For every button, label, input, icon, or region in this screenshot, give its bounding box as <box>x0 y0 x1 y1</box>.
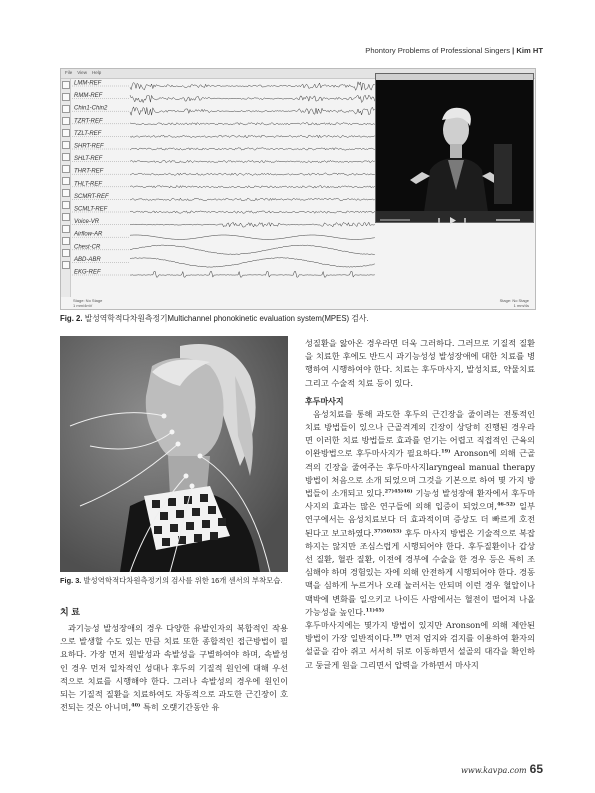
video-controls[interactable] <box>376 211 533 222</box>
paragraph-massage-2: 후두마사지에는 몇가지 방법이 있지만 Aronson에 의해 제안된 방법이 가장 일반적이다.$^{19)}$ 먼저 엄지와 검지를 이용하여 환자의 설골을 감아 쥐고 서서히 뒤로 이동하면서 설골의 대각을 확인하고 둥글게 원을 그리면서 압력을 가하면서 마사지 <box>305 620 536 670</box>
video-frame-singer <box>376 80 533 212</box>
tool-icon[interactable] <box>62 153 70 161</box>
signal-traces <box>70 78 375 300</box>
tool-icon[interactable] <box>62 177 70 185</box>
trace-tzrt-ref <box>130 123 375 125</box>
channel-label: LMM-REF <box>74 80 102 87</box>
trace-thrt-ref <box>130 173 375 176</box>
toolbar-item-help[interactable]: Help <box>91 70 102 75</box>
tool-icon[interactable] <box>62 201 70 209</box>
tool-icon[interactable] <box>62 213 70 221</box>
trace-chest-cr <box>130 245 375 255</box>
trace-shrt-ref <box>130 148 375 151</box>
tool-icon[interactable] <box>62 165 70 173</box>
page-number: 65 <box>529 762 543 776</box>
channel-label: TZRT-REF <box>74 118 103 125</box>
tool-icon[interactable] <box>62 249 70 257</box>
trace-ekg-ref <box>130 272 375 278</box>
paragraph-treatment: 과기능성 발성장애의 경우 다양한 유발인자의 복합적인 작용으로 발생할 수도 있는 만큼 치료 또한 종합적인 접근방법이 필요하다. 가장 먼저 원발성과 속발성을 구별하여야 하며, 속발성인 경우 먼저 일차적인 성대나 후두의 기질적 원인에 대해 우선적으로 치료를 시행해야 한다. 그러나 속발성의 경우에 원인이 되는 기질적 질환을 치료하여도 자동적으로 과도한 근긴장이 호전되는 것은 아니며,$^{40)}$ 특히 오랫기간동안 유 <box>60 623 288 713</box>
trace-tzlt-ref <box>130 135 375 138</box>
figure-3-caption: Fig. 3. 발성역학적다차원측정기의 검사를 위한 16개 센서의 부착모습. <box>60 576 283 585</box>
tool-icon[interactable] <box>62 81 70 89</box>
trace-scmrt-ref <box>130 198 375 200</box>
channel-label: Voice-VR <box>74 219 100 226</box>
video-control-icons <box>376 215 533 226</box>
figure-2 <box>60 68 536 310</box>
mpes-screenshot <box>60 68 536 310</box>
running-title: Phontory Problems of Professional Singers <box>365 46 511 55</box>
stage-footer-right: Stage: No Stage 1 mm/4s <box>499 298 529 308</box>
trace-rmm-ref <box>130 95 375 103</box>
stage-footer-left: Stage: No Stage 1 mm/4mV <box>73 298 103 308</box>
tool-icon[interactable] <box>62 225 70 233</box>
toolbar-menu <box>65 70 106 75</box>
channel-label: Chest-CR <box>74 244 101 251</box>
channel-label: SCMRT-REF <box>74 193 109 200</box>
page-footer <box>461 762 543 776</box>
tool-icon[interactable] <box>62 141 70 149</box>
figure-2-caption: Fig. 2. 발성역학적다차원측정기Multichannel phonokinetic evaluation system(MPES) 검사. <box>60 314 369 323</box>
subheading-laryngeal-massage: 후두마사지 <box>305 396 344 406</box>
journal-url: www.kavpa.com <box>461 766 527 775</box>
toolbar-item-file[interactable]: File <box>65 70 73 75</box>
trace-thlt-ref <box>130 186 375 189</box>
paragraph-continuation: 성질환을 앓아온 경우라면 더욱 그러하다. 그러므로 기질적 질환을 치료한 후에도 반드시 과기능성성 발성장애에 대한 치료를 병행하여 시행하여야 한다. 치료는 후두마사지, 발성치료, 약물치료 그리고 수술적 치료 등이 있다. <box>305 338 535 388</box>
trace-abd-abr <box>130 258 375 268</box>
channel-label: THRT-REF <box>74 168 104 175</box>
tool-icon[interactable] <box>62 261 70 269</box>
trace-airflow-ar <box>130 235 375 239</box>
channel-label: ABD-ABR <box>74 256 101 263</box>
video-window <box>375 73 534 223</box>
trace-voice-vr <box>130 222 375 227</box>
sensor-attachment-photo <box>60 336 288 572</box>
right-text-column <box>305 337 535 672</box>
figure-3-photo <box>60 336 288 572</box>
running-author: Kim HT <box>516 46 543 55</box>
trace-scmlt-ref <box>130 211 375 214</box>
channel-label: THLT-REF <box>74 181 103 188</box>
paragraph-massage-1: 음성치료를 통해 과도한 후두의 근긴장을 줄이려는 전통적인 치료 방법들이 있으나 근골격계의 긴장이 상당히 진행된 경우라면 이러한 치료 방법들로 효과를 얻기는 어렵고 직접적인 근육의 이완방법으로 후두마사지가 필요하다.$^{19)}$ Aronson에 의해 근골격의 긴장을 줄여주는 후두마사지laryngeal manual therapy 방법이 처음으로 소개 되었으며 그것을 기본으로 하여 몇 가지 방법들이 소개되고 있다.$^{27)45)46)}$ 기능성 발성장애 환자에서 후두마사지의 효과는 많은 연구들에 의해 입증이 되었으며,$^{46-52)}$ 일부 연구에서는 음성치료보다 더 효과적이며 증상도 더 빠르게 호전된다고 보고하였다.$^{37)50)53)}$ 후두 마사지 방법은 기술적으로 복잡하지는 않지만 조심스럽게 시행되어야 한다. 후두질환이나 갑상선 질환, 혈관 질환, 이전에 경부에 수술을 한 경우 등은 특히 조심해야 하며 경험있는 자에 의해 안전하게 시행되어야 한다. 경동맥을 심하게 누르거나 오래 눌러서는 안되며 이런 경우 혈압이나 맥박에 변화를 일으키고 나이든 사람에서는 혈전이 떨어져 나올 가능성을 높인다.$^{11)45)}$ <box>305 408 536 617</box>
tool-icon[interactable] <box>62 105 70 113</box>
trace-chin1-chin2 <box>130 107 375 115</box>
section-title-treatment: 치 료 <box>60 607 80 617</box>
running-header: Phontory Problems of Professional Singers | Kim HT <box>365 46 543 55</box>
tool-icon[interactable] <box>62 117 70 125</box>
tool-icon[interactable] <box>62 189 70 197</box>
channel-label: EKG-REF <box>74 269 101 276</box>
tool-icon[interactable] <box>62 129 70 137</box>
tool-icon[interactable] <box>62 237 70 245</box>
toolbar-item-view[interactable]: View <box>77 70 87 75</box>
tool-icon[interactable] <box>62 93 70 101</box>
channel-label: SHLT-REF <box>74 156 103 163</box>
channel-label: SCMLT-REF <box>74 206 108 213</box>
channel-label: TZLT-REF <box>74 130 102 137</box>
channel-label: SHRT-REF <box>74 143 104 150</box>
channel-label: Chin1-Chin2 <box>74 105 108 112</box>
channel-label: RMM-REF <box>74 93 103 100</box>
left-text-column <box>60 606 288 714</box>
channel-label: Airflow-AR <box>74 231 103 238</box>
trace-lmm-ref <box>130 82 375 91</box>
trace-shlt-ref <box>130 160 375 162</box>
